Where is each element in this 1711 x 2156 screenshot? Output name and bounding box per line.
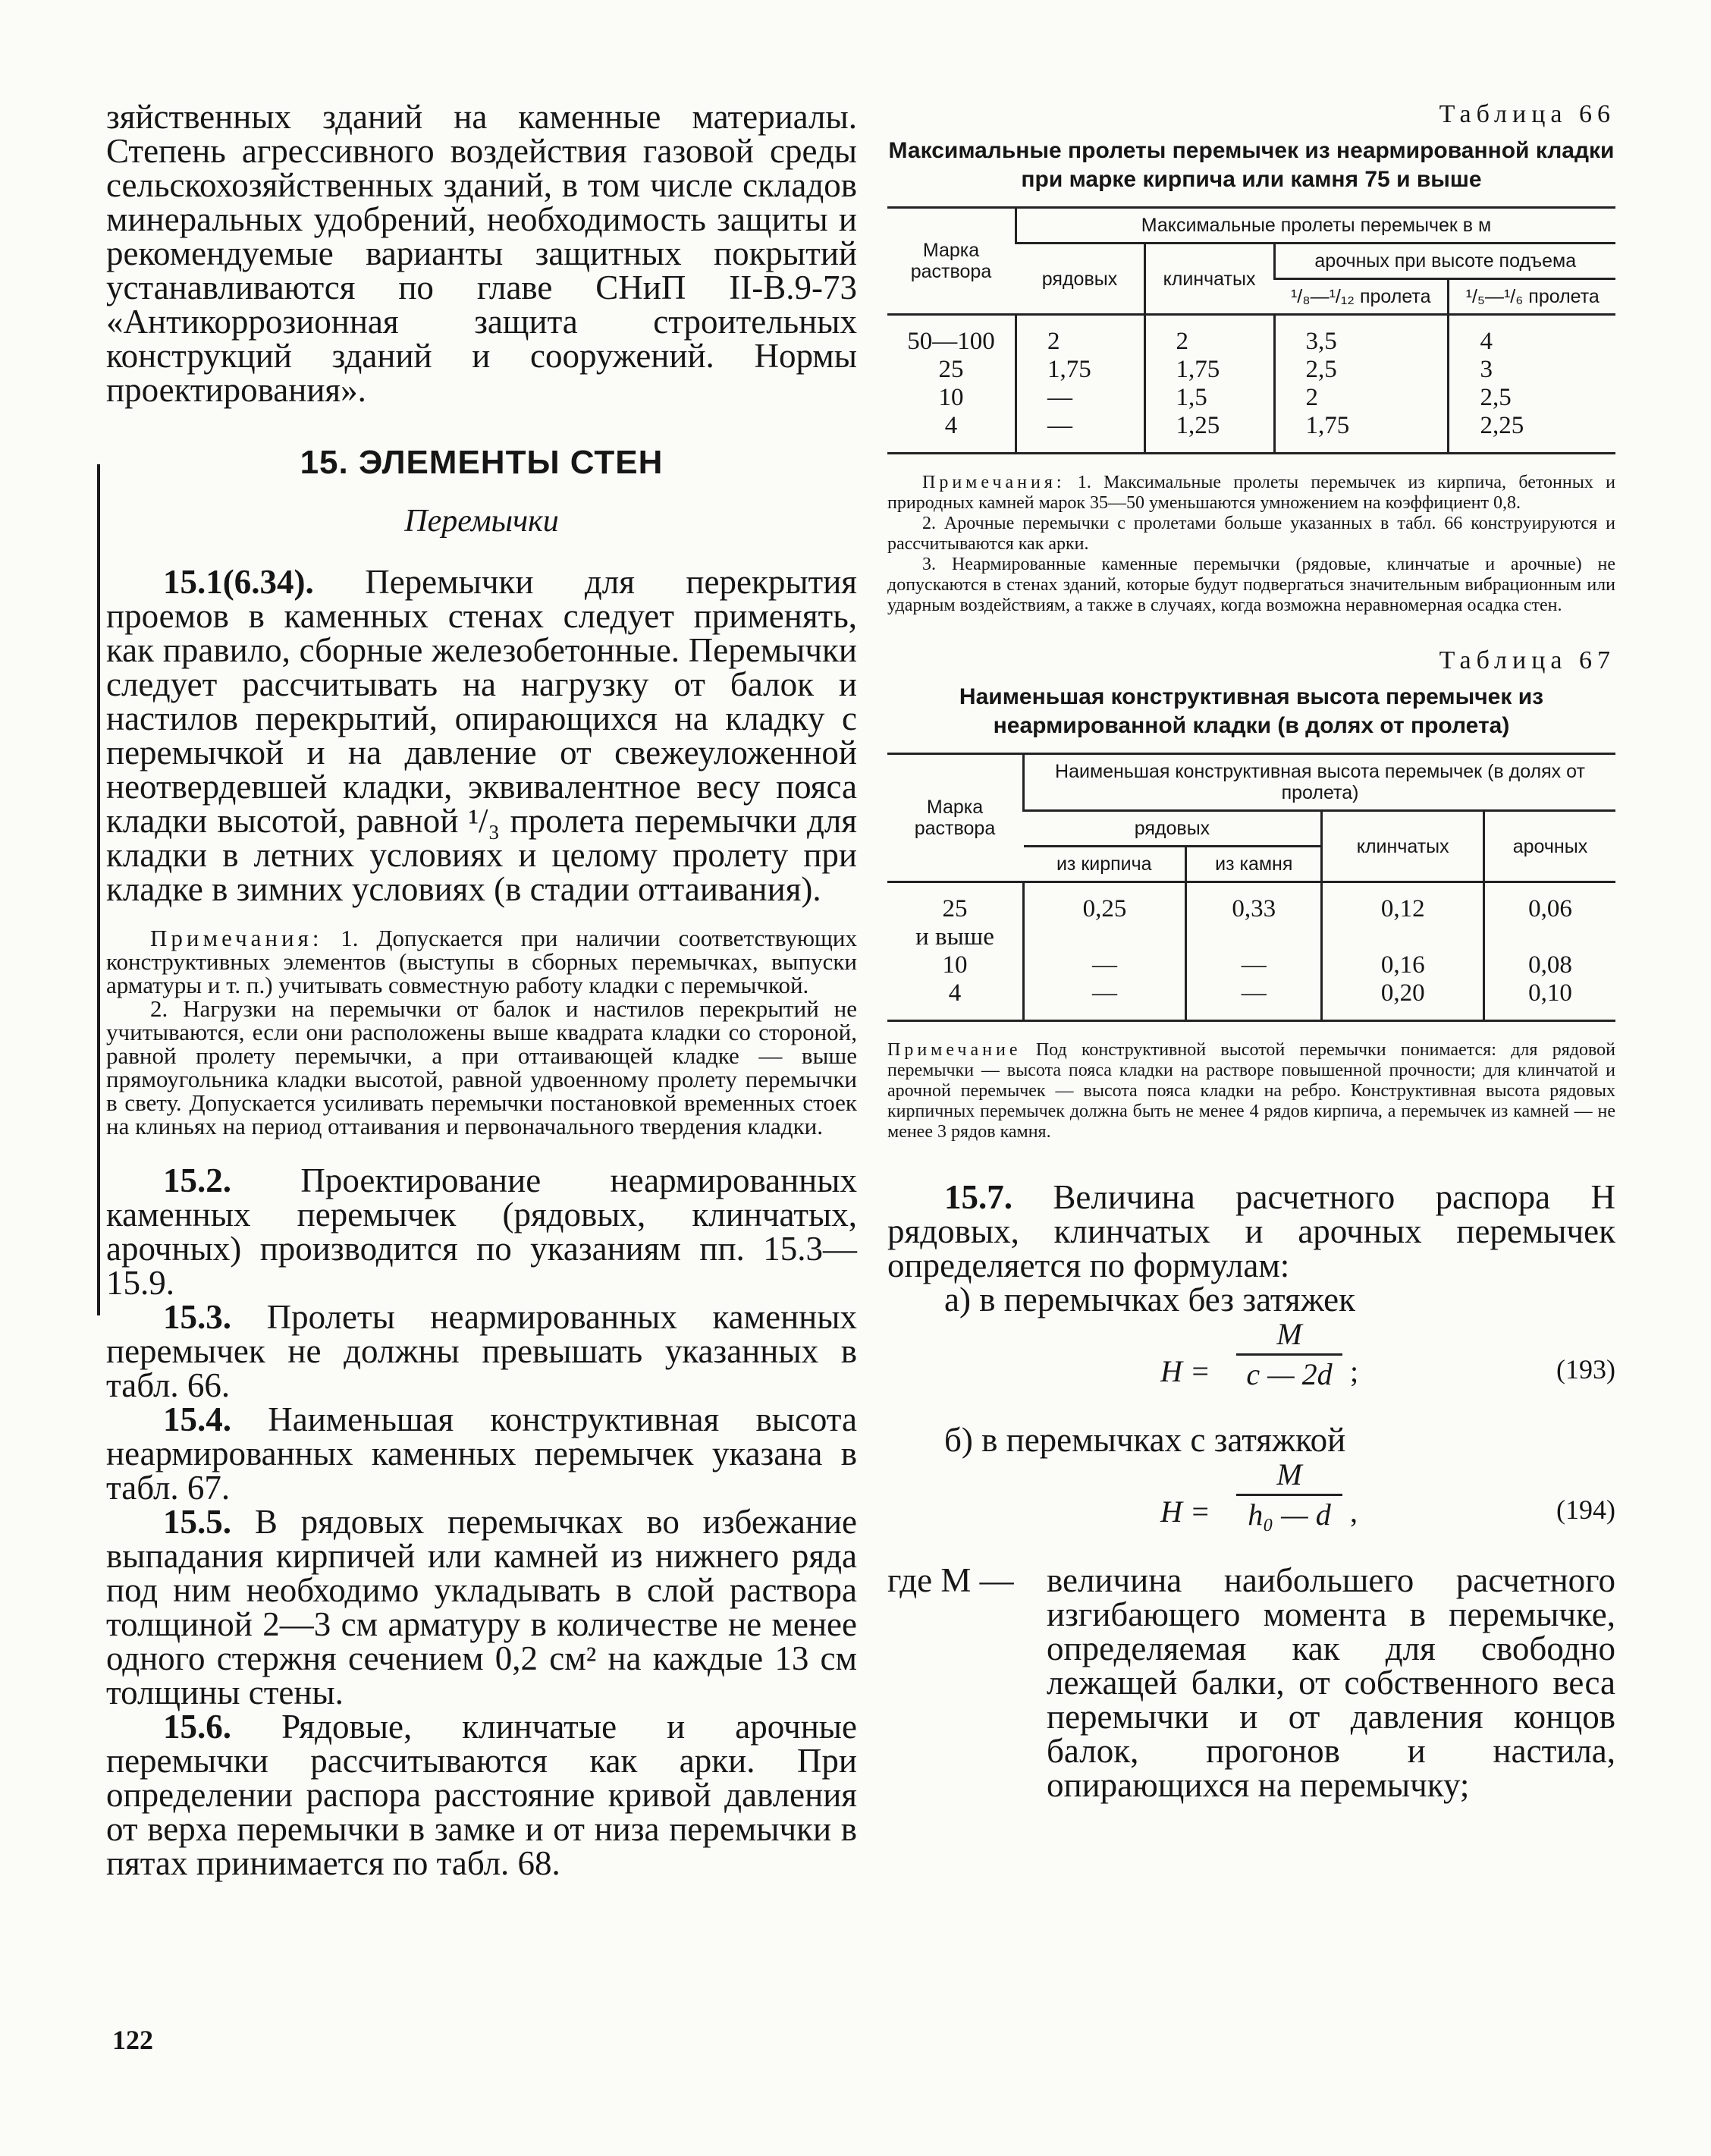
col-header-group: Максимальные пролеты перемычек в м — [1016, 208, 1616, 244]
formula-lhs: H = — [1160, 1494, 1210, 1529]
table-row — [887, 882, 1615, 1021]
col-header-row: рядовых — [1016, 244, 1145, 315]
note-1: 1. Допускается при наличии соответствующих конструктивных элементов (выступы в сборных перемычках, выпуски арматуры и т. п.) учитывать совместную работу кладки с перемычкой. — [106, 925, 857, 998]
col-header-arch-high: ¹/₅—¹/₆ пролета — [1449, 279, 1615, 315]
paragraph-15-1 — [106, 565, 857, 907]
col-header-arch: арочных — [1483, 811, 1615, 882]
where-definition — [887, 1561, 1615, 1804]
table-cell: 0,16 — [1380, 951, 1425, 979]
formula-fraction — [1236, 1457, 1342, 1532]
table-67 — [887, 753, 1615, 1022]
table-cell: — — [1092, 951, 1118, 979]
para-number: 15.6. — [163, 1708, 231, 1746]
paragraph-15-7 — [887, 1180, 1615, 1317]
formula-number: (194) — [1556, 1494, 1615, 1525]
notes-15-1 — [106, 926, 857, 1138]
table-66 — [887, 206, 1615, 454]
subsection-title: Перемычки — [404, 504, 559, 539]
table-cell: 1,75 — [1305, 412, 1350, 439]
margin-change-bar — [97, 464, 100, 1315]
table-66-caption: Максимальные пролеты перемычек из неармированной кладки при марке кирпича или камня 75 и выше — [888, 138, 1615, 192]
col-header-stone: из камня — [1186, 847, 1322, 882]
table-cell: 4 — [944, 412, 958, 439]
table-cell: 4 — [1480, 328, 1493, 355]
para-text: Пролеты неармированных каменных перемычек не должны превышать указанных в табл. 66. — [106, 1298, 857, 1404]
table-cell: 3,5 — [1305, 328, 1337, 355]
paragraphs-15-2-to-15-6 — [106, 1161, 857, 1882]
para-text: Величина расчетного распора H рядовых, клинчатых и арочных перемычек определяется по формулам: — [887, 1178, 1616, 1284]
table-67-label: Таблица 67 — [1439, 646, 1615, 674]
para-text: Наименьшая конструктивная высота неармированных каменных перемычек указана в табл. 67. — [106, 1400, 857, 1507]
table-67-caption: Наименьшая конструктивная высота перемычек из неармированной кладки (в долях от пролета) — [959, 684, 1544, 738]
table-cell: 0,33 — [1232, 895, 1276, 922]
col-header-row: рядовых — [1024, 811, 1322, 847]
col-header-arch-low: ¹/₈—¹/₁₂ пролета — [1274, 279, 1449, 315]
table-cell: — — [1047, 384, 1072, 411]
table-cell: 10 — [942, 951, 968, 979]
notes-label: Примечания: — [922, 473, 1066, 492]
table-cell: 50—100 — [907, 328, 995, 355]
table-cell: 0,08 — [1528, 951, 1572, 979]
section-title: 15. ЭЛЕМЕНТЫ СТЕН — [300, 444, 664, 481]
table-cell: 2 — [1047, 328, 1060, 355]
table-cell: — — [1241, 951, 1267, 979]
note-1: 1. Максимальные пролеты перемычек из кирпича, бетонных и природных камней марок 35—50 уменьшаются умножением на коэффициент 0,8. — [887, 473, 1615, 513]
formula-punct: , — [1350, 1494, 1358, 1529]
para-text: Перемычки для перекрытия проемов в каменных стенах следует применять, как правило, сборные железобетонные. Перемычки следует рассчитывать на нагрузку от балок и настилов перекрытий, опирающихся на кладку с перемычкой и на давление от свежеуложенной неотвердевшей кладки, эквивалентное весу пояса кладки высотой, равной ¹/₃ пролета перемычки для кладки в летних условиях и целому пролету при кладке в зимних условиях (в стадии оттаивания). — [106, 563, 857, 908]
note-2: 2. Арочные перемычки с пролетами больше указанных в табл. 66 конструируются и рассчитываются как арки. — [887, 514, 1615, 554]
formula-punct: ; — [1350, 1354, 1359, 1388]
formula-193 — [887, 1317, 1615, 1423]
col-header-arch: арочных при высоте подъема — [1274, 244, 1615, 279]
intro-text: зяйственных зданий на каменные материалы. Степень агрессивного воздействия газовой среды сельскохозяйственных зданий, в том числе складов минеральных удобрений, необходимость защиты и рекомендуемые варианты защитных покрытий устанавливаются по главе СНиП II-В.9-73 «Антикоррозионная защита строительных конструкций зданий и сооружений. Нормы проектирования». — [106, 98, 857, 409]
fraction-denominator: c — 2d — [1246, 1357, 1333, 1391]
table-cell: 1,75 — [1047, 356, 1091, 383]
para-number: 15.5. — [163, 1503, 231, 1541]
formula-lhs: H = — [1160, 1354, 1210, 1388]
table-66-notes — [887, 473, 1615, 616]
note-label: Примечание — [887, 1040, 1022, 1060]
table-66-label: Таблица 66 — [1439, 100, 1615, 128]
table-row — [887, 315, 1615, 454]
fraction-bar — [1236, 1494, 1342, 1496]
case-b-line — [887, 1423, 1615, 1457]
formula-fraction — [1236, 1317, 1342, 1392]
table-cell: 0,06 — [1528, 895, 1572, 922]
table-cell: 0,25 — [1082, 895, 1127, 922]
formula-number: (193) — [1556, 1354, 1615, 1384]
table-67-note — [887, 1040, 1615, 1142]
col-header-mark: Марка раствора — [887, 754, 1024, 882]
table-cell: 0,20 — [1380, 979, 1425, 1007]
notes-label: Примечания: — [150, 925, 323, 951]
where-lead: где M — — [887, 1561, 1014, 1599]
fraction-numerator: M — [1276, 1457, 1302, 1491]
col-header-wedge: клинчатых — [1322, 811, 1484, 882]
fraction-denominator: h₀ — d — [1248, 1498, 1331, 1532]
note-3: 3. Неармированные каменные перемычки (рядовые, клинчатые и арочные) не допускаются в стенах зданий, которые будут подвергаться значительным вибрационным или ударным воздействиям, а также в случаях, когда возможна неравномерная осадка стен. — [887, 555, 1615, 615]
where-text: величина наибольшего расчетного изгибающего момента в перемычке, определяемая как для свободно лежащей балки, от собственного веса перемычки и от давления концов балок, прогонов и настила, опирающихся на перемычку; — [1047, 1561, 1615, 1804]
para-text: В рядовых перемычках во избежание выпадания кирпичей или камней из нижнего ряда под ним необходимо укладывать в слой раствора толщиной 2—3 см арматуру в количестве не менее одного стержня сечением 0,2 см² на каждые 13 см толщины стены. — [106, 1503, 857, 1711]
table-cell: 0,12 — [1380, 895, 1425, 922]
col-header-wedge: клинчатых — [1144, 244, 1274, 315]
case-a: а) в перемычках без затяжек — [944, 1281, 1356, 1318]
table-cell: 2 — [1176, 328, 1188, 355]
intro-paragraph — [106, 100, 857, 407]
para-number: 15.1(6.34). — [163, 563, 314, 601]
para-number: 15.2. — [163, 1161, 231, 1199]
table-cell: и выше — [915, 923, 994, 951]
fraction-bar — [1236, 1353, 1342, 1356]
para-number: 15.7. — [944, 1178, 1012, 1216]
fraction-numerator: M — [1276, 1317, 1302, 1351]
para-number: 15.4. — [163, 1400, 231, 1438]
table-cell: 25 — [942, 895, 968, 922]
left-column — [106, 100, 857, 1881]
table-cell: 2 — [1305, 384, 1318, 411]
col-header-group: Наименьшая конструктивная высота перемычек (в долях от пролета) — [1024, 754, 1616, 811]
table-cell: — — [1092, 979, 1118, 1007]
table-cell: 2,5 — [1480, 384, 1512, 411]
col-header-brick: из кирпича — [1024, 847, 1186, 882]
table-cell: 4 — [948, 979, 962, 1007]
table-cell: 2,25 — [1480, 412, 1524, 439]
table-cell: 1,75 — [1176, 356, 1220, 383]
col-header-mark: Марка раствора — [887, 208, 1016, 315]
para-number: 15.3. — [163, 1298, 231, 1336]
table-cell: — — [1241, 979, 1267, 1007]
para-text: Рядовые, клинчатые и арочные перемычки рассчитываются как арки. При определении распора расстояние кривой давления от верха перемычки в замке и от низа перемычки в пятах принимается по табл. 68. — [106, 1708, 857, 1882]
table-cell: — — [1047, 412, 1072, 439]
table-cell: 1,25 — [1176, 412, 1220, 439]
table-cell: 1,5 — [1176, 384, 1207, 411]
table-cell: 2,5 — [1305, 356, 1337, 383]
table-cell: 10 — [938, 384, 964, 411]
case-b: б) в перемычках с затяжкой — [944, 1421, 1346, 1459]
para-text: Проектирование неармированных каменных перемычек (рядовых, клинчатых, арочных) производится по указаниям пп. 15.3—15.9. — [106, 1161, 857, 1302]
table-cell: 25 — [938, 356, 964, 383]
note-2: 2. Нагрузки на перемычки от балок и настилов перекрытий не учитываются, если они расположены выше квадрата кладки со стороной, равной пролету перемычки, а при оттаивающей кладке — выше прямоугольника кладки высотой, равной удвоенному пролету перемычки в свету. Допускается усиливать перемычки постановкой временных стоек на клиньях на период оттаивания и первоначального твердения кладки. — [106, 995, 857, 1139]
formula-194 — [887, 1457, 1615, 1564]
note-text: Под конструктивной высотой перемычки понимается: для рядовой перемычки — высота пояса кладки на растворе повышенной прочности; для клинчатой и арочной перемычек — высота пояса кладки на ребро. Конструктивная высота рядовых кирпичных перемычек должна быть не менее 4 рядов кирпича, а перемычек из камней — не менее 3 рядов камня. — [887, 1040, 1616, 1142]
table-cell: 0,10 — [1528, 979, 1572, 1007]
page-number: 122 — [112, 2025, 153, 2055]
table-cell: 3 — [1480, 356, 1493, 383]
right-column — [887, 100, 1615, 1802]
